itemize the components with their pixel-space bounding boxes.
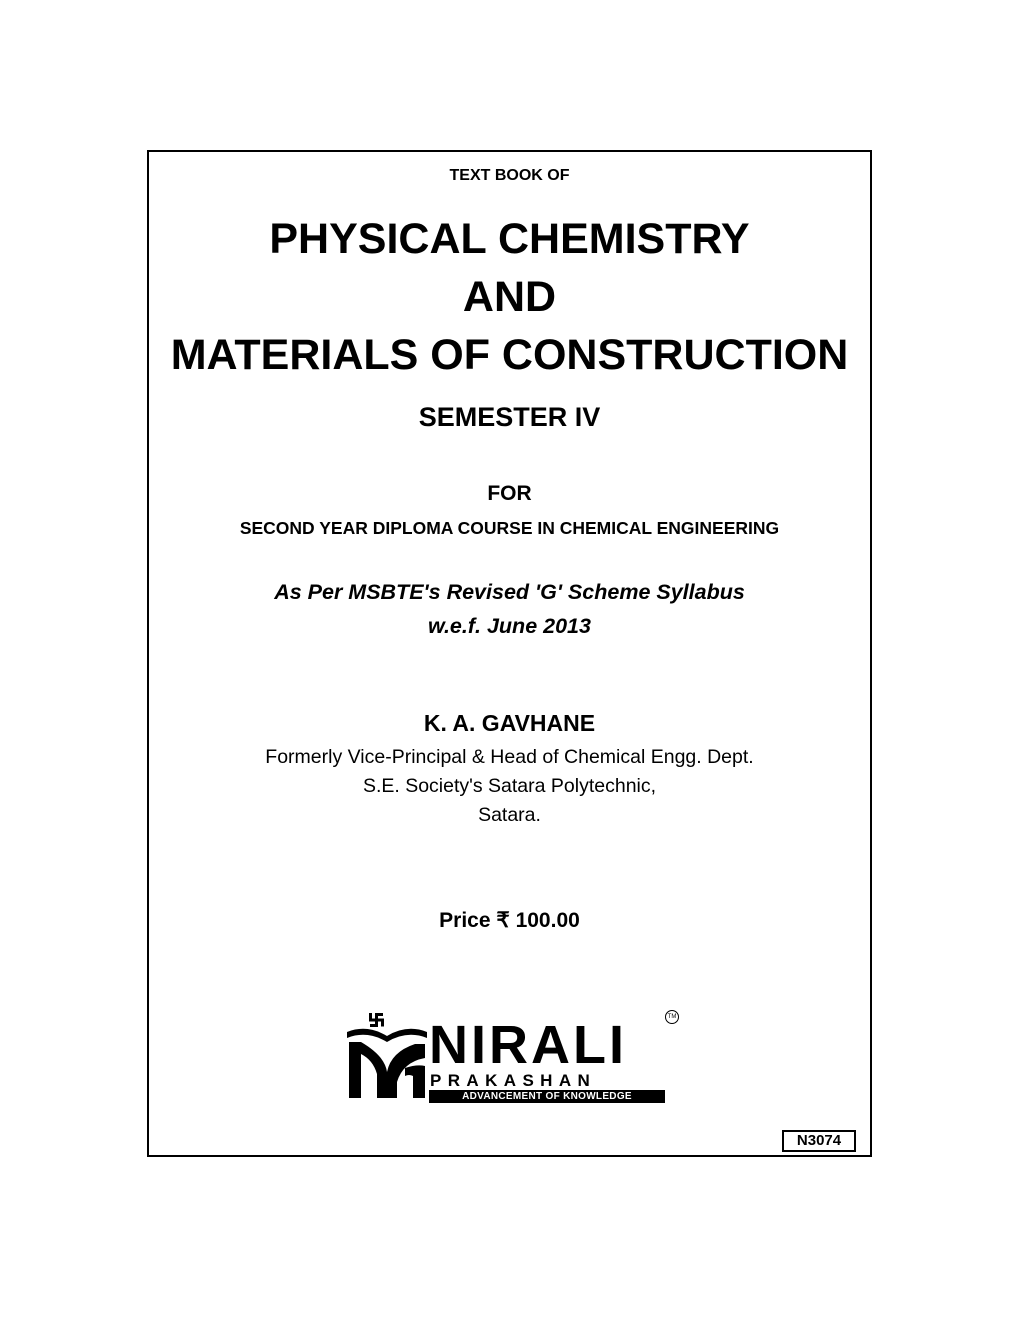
title-line-3: MATERIALS OF CONSTRUCTION xyxy=(170,331,849,379)
publisher-logo xyxy=(345,1010,681,1102)
title-line-1: PHYSICAL CHEMISTRY xyxy=(269,215,750,263)
title-line-2: AND xyxy=(462,273,557,321)
publisher-tagline: ADVANCEMENT OF KNOWLEDGE xyxy=(429,1090,665,1103)
effective-date: w.e.f. June 2013 xyxy=(428,614,591,638)
author-affiliation-3: Satara. xyxy=(478,804,541,826)
price: Price ₹ 100.00 xyxy=(439,909,580,932)
cover-frame xyxy=(147,150,872,1157)
book-code: N3074 xyxy=(782,1130,856,1152)
syllabus-note: As Per MSBTE's Revised 'G' Scheme Syllabus xyxy=(274,580,745,604)
course-name: SECOND YEAR DIPLOMA COURSE IN CHEMICAL ENGINEERING xyxy=(239,518,780,538)
book-prefix: TEXT BOOK OF xyxy=(449,167,570,184)
for-label: FOR xyxy=(487,482,532,505)
book-emblem-icon xyxy=(345,1012,429,1100)
trademark-icon: TM xyxy=(665,1010,679,1024)
author-affiliation-1: Formerly Vice-Principal & Head of Chemical Engg. Dept. xyxy=(265,746,754,768)
author-affiliation-2: S.E. Society's Satara Polytechnic, xyxy=(362,775,657,797)
semester: SEMESTER IV xyxy=(418,402,601,432)
publisher-sub: PRAKASHAN xyxy=(430,1071,597,1090)
author-name: K. A. GAVHANE xyxy=(423,710,596,736)
publisher-name: NIRALI xyxy=(429,1015,627,1075)
